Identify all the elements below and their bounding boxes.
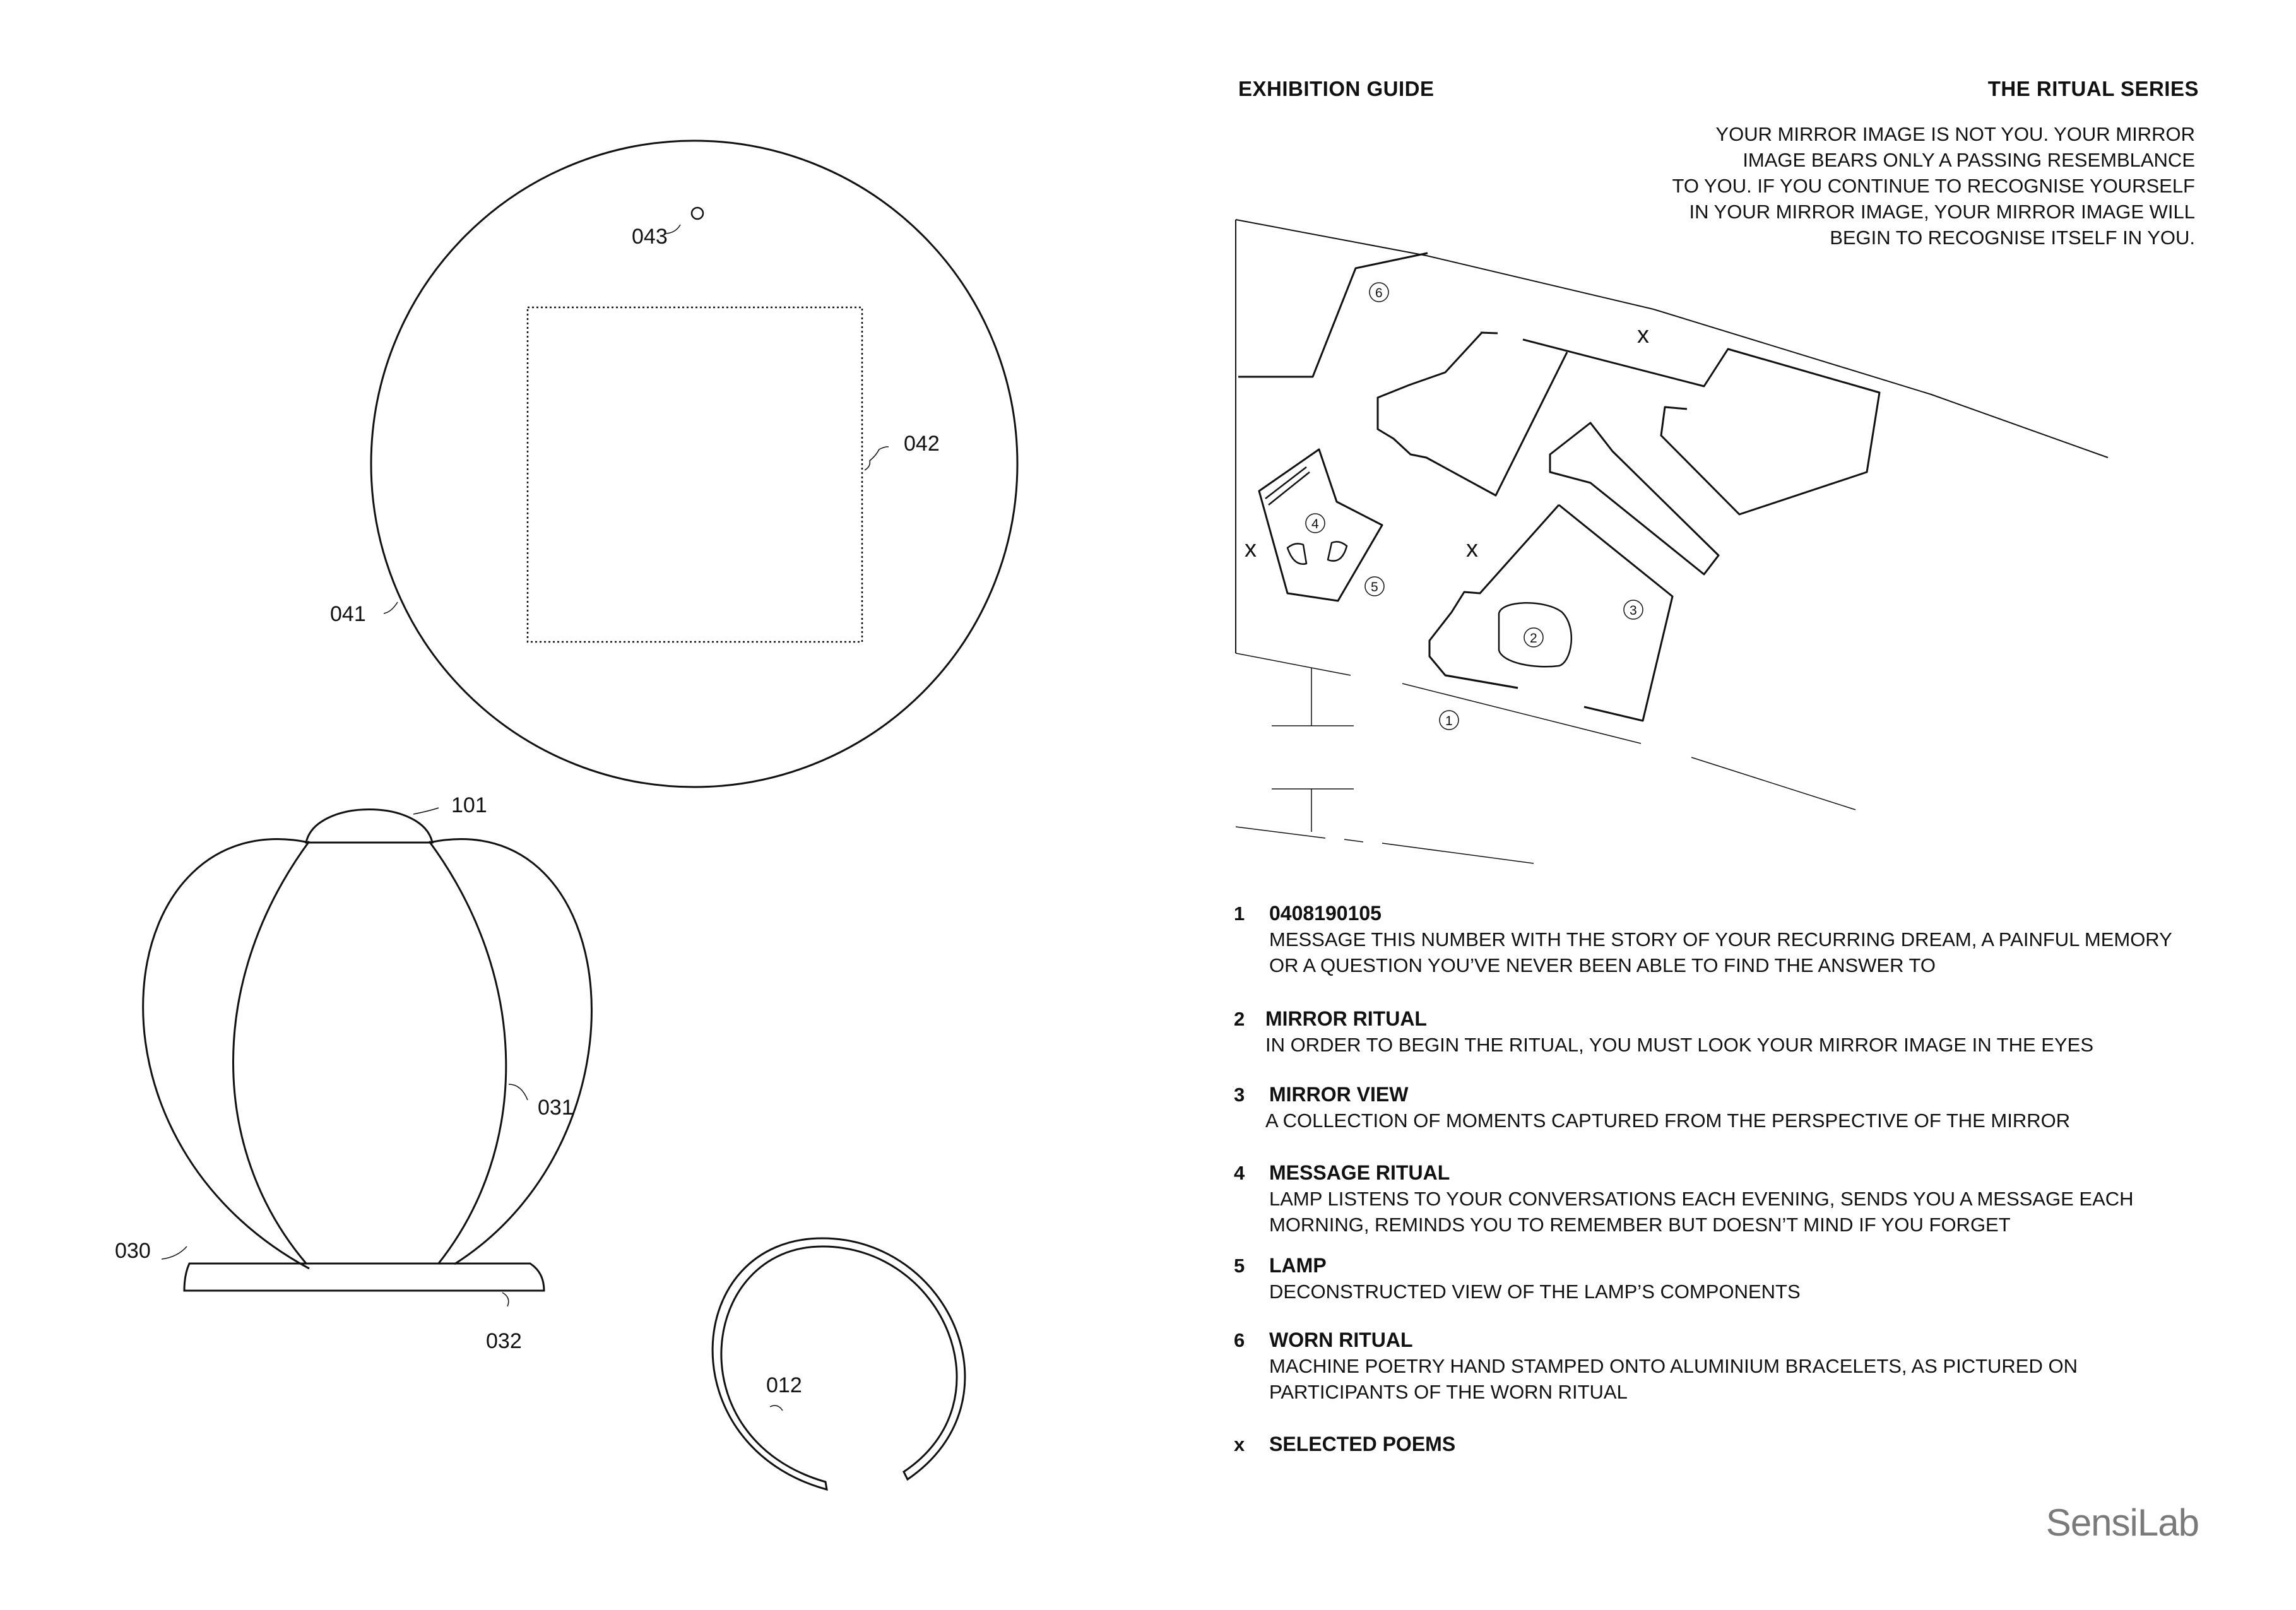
svg-text:6: 6 — [1375, 286, 1383, 300]
guide-title: EXHIBITION GUIDE — [1238, 77, 1435, 100]
map-room-central — [1378, 333, 1879, 514]
svg-text:4: 4 — [1311, 517, 1319, 531]
lamp-globe-right — [429, 839, 591, 1264]
map-room-4-5 — [1259, 449, 1382, 601]
series-title: THE RITUAL SERIES — [1987, 77, 2199, 100]
map-corridor — [1550, 423, 1719, 574]
label-043: 043 — [632, 225, 668, 249]
svg-text:5: 5 — [1371, 580, 1378, 595]
map-poem-mark: x — [1637, 322, 1649, 348]
label-012: 012 — [766, 1373, 802, 1397]
bracelet-drawing — [713, 1238, 965, 1489]
label-031: 031 — [538, 1096, 574, 1120]
series-quote: YOUR MIRROR IMAGE IS NOT YOU. YOUR MIRROR IMAGE BEARS ONLY A PASSING RESEMBLANCE TO YOU. IF YOU CONTINUE TO RECOGNISE YOURSELF IN YOUR MIRROR IMAGE, YOUR MIRROR IMAGE WILL BEGIN TO RECOGNISE ITSELF IN YOU. — [1672, 123, 2195, 249]
svg-text:3: 3 — [1630, 603, 1637, 618]
map-poem-mark: x — [1245, 536, 1257, 562]
lamp-globe-left — [143, 839, 309, 1269]
label-101: 101 — [451, 793, 487, 817]
lamp-base — [184, 1264, 544, 1291]
map-room-6 — [1238, 253, 1428, 377]
svg-text:1: 1 — [1445, 714, 1453, 728]
svg-text:2: 2 — [1530, 631, 1537, 646]
label-030: 030 — [115, 1239, 151, 1263]
brand-logo: SensiLab — [2045, 1501, 2199, 1544]
label-042: 042 — [904, 432, 940, 456]
map-poem-mark: x — [1466, 536, 1478, 562]
label-041: 041 — [330, 602, 366, 626]
label-032: 032 — [486, 1329, 522, 1353]
